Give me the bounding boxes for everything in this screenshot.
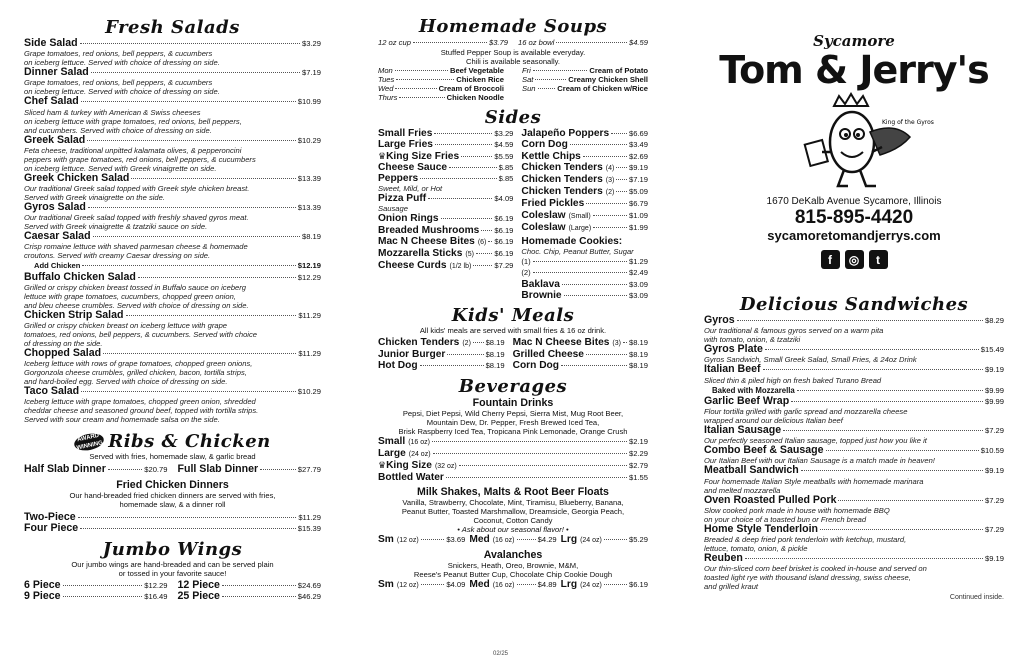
menu-item-25-piece: 25 Piece $46.29	[177, 590, 321, 603]
brand-block	[704, 32, 1004, 90]
item-description: on iceberg lettuce. Served with choice of dressing on side.	[24, 87, 220, 97]
continued-note: Continued inside.	[949, 594, 1004, 602]
right-column	[704, 0, 1004, 663]
fried-desc-1: Our hand-breaded fried chicken dinners are served with fries,	[69, 490, 276, 500]
menu-item: Side Salad $3.29	[24, 37, 321, 49]
menu-item: Mac N Cheese Bites (3) $8.19	[512, 337, 648, 349]
menu-item: Mozzarella Sticks (5) $6.19	[378, 248, 514, 260]
avalanches-heading: Avalanches	[483, 548, 543, 561]
menu-item: Sm (12 oz) $3.69	[378, 534, 466, 546]
menu-item: Cheese Curds (1/2 lb) $7.29	[378, 260, 514, 272]
shake-sizes	[378, 534, 648, 546]
beverages-heading: Beverages	[458, 375, 568, 397]
menu-item: Caesar Salad $8.19	[24, 230, 321, 243]
menu-item: Chef Salad $10.99	[24, 95, 321, 108]
item-description: Gyros Sandwich, Small Greek Salad, Small Fries, & 24oz Drink	[704, 355, 917, 365]
ribs-heading-row	[24, 432, 321, 452]
item-description: Sausage	[378, 204, 408, 214]
menu-item: Large Fries $4.59	[378, 139, 514, 151]
item-description: on iceberg lettuce. Served with choice of dressing on side.	[24, 58, 220, 68]
menu-item: Buffalo Chicken Salad $12.29	[24, 270, 321, 283]
menu-item: Taco Salad $10.29	[24, 385, 321, 398]
menu-item: Med (16 oz) $4.89	[469, 578, 557, 590]
item-description: Our Italian Beef with our Italian Sausage is a match made in heaven!	[704, 456, 935, 466]
soup-line-2: Chili is available seasonally.	[466, 57, 560, 67]
award-badge: AWARD WINNING	[73, 431, 106, 453]
item-description: Breaded & deep fried pork tenderloin with ketchup, mustard,	[704, 535, 907, 545]
item-description: cheddar cheese and seasoned ground beef, topped with tortilla strips.	[24, 406, 259, 416]
menu-item: Chicken Tenders (2) $5.09	[521, 186, 648, 198]
item-description: Grape tomatoes, red onions, bell peppers, & cucumbers	[24, 78, 213, 88]
item-description: peppers with grape tomatoes, red onions, bell peppers, & cucumbers	[24, 154, 256, 164]
item-description: Sweet, Mild, or Hot	[378, 184, 443, 194]
avalanche-flavors-2: Reese's Peanut Butter Cup, Chocolate Chip Cookie Dough	[413, 569, 613, 579]
menu-item: Pizza Puff $4.09	[378, 193, 514, 205]
soup-day-row: Wed Cream of Broccoli Sun Cream of Chicken w/Rice	[378, 84, 648, 94]
ribs-desc: Served with fries, homemade slaw, & garlic bread	[89, 452, 256, 462]
menu-item: Gyros Plate $15.49	[704, 343, 1004, 356]
menu-item: Oven Roasted Pulled Pork $7.29	[704, 493, 1004, 506]
item-description: and bleu cheese crumbles. Served with choice of dressing on side.	[24, 300, 249, 310]
item-description: Our traditional Greek salad topped with Greek style chicken breast.	[24, 184, 250, 194]
item-description: on your choice of a toasted bun or French bread	[704, 514, 867, 524]
soup-days	[378, 66, 648, 102]
item-description: Gorgonzola cheese crumbles, grilled chicken, bacon, tortilla strips,	[24, 368, 247, 378]
menu-item: ♛ King Size (32 oz) $2.79	[378, 460, 648, 472]
menu-item: Dinner Salad $7.19	[24, 66, 321, 79]
fried-desc-2: homemade slaw, & a dinner roll	[119, 499, 226, 509]
menu-item-full-slab: Full Slab Dinner $27.79	[177, 463, 321, 476]
soup-sizes	[378, 37, 648, 48]
mascot-tag: King of the Gyros	[882, 119, 934, 126]
logo-top: Sycamore	[813, 32, 895, 50]
fountain-flavors-3: Brisk Raspberry Iced Tea, Tropicana Pink Lemonade, Orange Crush	[398, 426, 628, 436]
phone-number[interactable]: 815-895-4420	[794, 207, 914, 228]
menu-item: Reuben $9.19	[704, 552, 1004, 565]
soup-bowl: 16 oz bowl $4.59	[518, 38, 648, 47]
menu-item: Grilled Cheese $8.19	[512, 349, 648, 361]
sides-heading: Sides	[484, 107, 542, 129]
sides-right	[521, 128, 648, 301]
item-description: Grilled or crispy chicken breast on iceberg lettuce with grape	[24, 321, 228, 331]
item-description: toasted light rye with thousand island dressing, swiss cheese,	[704, 573, 911, 583]
menu-item: ♛ King Size Fries $5.59	[378, 150, 514, 162]
wings-heading: Jumbo Wings	[102, 539, 243, 561]
menu-item: Hot Dog $8.19	[378, 360, 505, 372]
menu-item: Small (16 oz) $2.19	[378, 435, 648, 447]
menu-item: Baked with Mozzarella $9.99	[712, 385, 1004, 395]
item-description: Feta cheese, traditional unpitted kalamata olives, & pepperoncini	[24, 145, 242, 155]
item-description: lettuce with grape tomatoes, cucumbers, chopped green onion,	[24, 291, 236, 301]
menu-item: Garlic Beef Wrap $9.99	[704, 394, 1004, 407]
item-description: on iceberg lettuce with grape tomatoes, red onions, bell peppers,	[24, 116, 242, 126]
salads-heading: Fresh Salads	[105, 17, 240, 38]
menu-item: Coleslaw (Small) $1.09	[521, 209, 648, 221]
item-description: and grilled kraut	[704, 582, 759, 592]
item-description: lettuce, tomato, onion, & pickle	[704, 544, 808, 554]
menu-item: Chicken Tenders (2) $8.19	[378, 337, 505, 349]
item-description: Grape tomatoes, red onions, bell peppers, & cucumbers	[24, 49, 213, 59]
item-description: Sliced ham & turkey with American & Swiss cheeses	[24, 107, 201, 117]
twitter-icon[interactable]: t	[869, 250, 888, 269]
item-description: Served with Greek vinaigrette on the side.	[24, 193, 165, 203]
item-description: Our traditional & famous gyros served on a warm pita	[704, 326, 884, 336]
menu-item: Corn Dog $8.19	[512, 360, 648, 372]
menu-item-two-piece: Two-Piece $11.29	[24, 510, 321, 523]
menu-item: Meatball Sandwich $9.19	[704, 464, 1004, 477]
menu-item: Gyros Salad $13.39	[24, 201, 321, 214]
fountain-flavors-2: Mountain Dew, Dr. Pepper, Fresh Brewed Iced Tea,	[426, 417, 600, 427]
kids-grid	[378, 337, 648, 372]
menu-item: Junior Burger $8.19	[378, 349, 505, 361]
seasonal-note: • Ask about our seasonal flavor! •	[457, 525, 569, 535]
fountain-sizes	[378, 436, 648, 484]
item-description: and melted mozzarella	[704, 485, 781, 495]
menu-item-6-piece: 6 Piece $12.29	[24, 579, 168, 592]
sides-grid	[378, 128, 648, 301]
item-description: Crisp romaine lettuce with shaved parmesan cheese & homemade	[24, 242, 248, 252]
logo-name: Tom & Jerry's	[719, 48, 989, 92]
menu-item: Coleslaw (Large) $1.99	[521, 221, 648, 233]
menu-item-four-piece: Four Piece $15.39	[24, 521, 321, 534]
facebook-icon[interactable]: f	[821, 250, 840, 269]
item-description: Four homemade Italian Style meatballs with homemade marinara	[704, 476, 924, 486]
menu-item: Small Fries $3.29	[378, 128, 514, 140]
menu-item: Sm (12 oz) $4.09	[378, 578, 466, 590]
menu-item: Corn Dog $3.49	[521, 139, 648, 151]
instagram-icon[interactable]: ◎	[845, 250, 864, 269]
menu-item: Chicken Tenders (3) $7.19	[521, 174, 648, 186]
soup-day-row: Thurs Chicken Noodle	[378, 93, 504, 103]
wings-desc-1: Our jumbo wings are hand-breaded and can be served plain	[71, 560, 274, 570]
social-icons	[704, 250, 1004, 269]
shakes-heading: Milk Shakes, Malts & Root Beer Floats	[417, 486, 609, 499]
soup-day-row: Tues Chicken Rice Sat Creamy Chicken Shell	[378, 75, 648, 85]
wings-desc-2: or tossed in your favorite sauce!	[118, 569, 227, 579]
menu-item: Med (16 oz) $4.29	[469, 534, 557, 546]
sandwiches-list	[704, 315, 1004, 591]
ribs-heading: Ribs & Chicken	[108, 431, 271, 453]
menu-item: Italian Beef $9.19	[704, 363, 1004, 376]
shake-flavors-1: Vanilla, Strawberry, Chocolate, Mint, Tiramisu, Blueberry, Banana,	[402, 498, 624, 508]
left-column	[24, 0, 321, 663]
menu-item-baklava: Baklava $3.09	[521, 278, 648, 290]
shake-flavors-2: Peanut Butter, Toasted Marshmallow, Dreamsicle, Georgia Peach,	[401, 507, 625, 517]
item-description: croutons. Served with creamy Caesar dressing on side.	[24, 251, 211, 261]
menu-item: Bottled Water $1.55	[378, 472, 648, 484]
item-description: Our perfectly seasoned Italian sausage, topped just how you like it	[704, 436, 927, 446]
menu-date: 02/25	[493, 651, 509, 657]
menu-item: Greek Chicken Salad $13.39	[24, 171, 321, 184]
kids-desc: All kids' meals are served with small fries & 16 oz drink.	[419, 326, 607, 336]
menu-item: Home Style Tenderloin $7.29	[704, 522, 1004, 535]
cookie-2: (2) $2.49	[521, 268, 648, 278]
fountain-flavors-1: Pepsi, Diet Pepsi, Wild Cherry Pepsi, Sierra Mist, Mug Root Beer,	[402, 408, 624, 418]
menu-item: Chopped Salad $11.29	[24, 347, 321, 360]
shake-flavors-3: Coconut, Cotton Candy	[473, 516, 553, 526]
menu-item: Greek Salad $10.29	[24, 133, 321, 146]
item-description: Grilled or crispy chicken breast tossed in Buffalo sauce on iceberg	[24, 282, 247, 292]
menu-item-half-slab: Half Slab Dinner $20.79	[24, 463, 168, 476]
item-description: on iceberg lettuce. Served with Greek vinaigrette on side.	[24, 163, 217, 173]
wings-row-1	[24, 580, 321, 591]
avalanche-sizes	[378, 579, 648, 591]
cookies-heading: Homemade Cookies:	[521, 236, 623, 248]
website-link[interactable]: sycamoretomandjerrys.com	[767, 228, 941, 243]
menu-item: Mac N Cheese Bites (6) $6.19	[378, 235, 514, 247]
menu-item: Kettle Chips $2.69	[521, 150, 648, 162]
menu-item: Peppers $.85	[378, 173, 514, 185]
item-description: Our thin-sliced corn beef brisket is cooked in-house and served on	[704, 564, 927, 574]
item-description: with tomato, onion, & tzatziki	[704, 335, 801, 345]
soup-day-row: Mon Beef Vegetable Fri Cream of Potato	[378, 66, 648, 76]
menu-item: Lrg (24 oz) $5.29	[560, 534, 648, 546]
fountain-heading: Fountain Drinks	[472, 396, 554, 409]
menu-item: Chicken Strip Salad $11.29	[24, 308, 321, 321]
wings-row-2	[24, 591, 321, 602]
sandwiches-heading: Delicious Sandwiches	[739, 294, 969, 315]
item-description: Flour tortilla grilled with garlic spread and mozzarella cheese	[704, 407, 908, 417]
mascot-icon	[704, 92, 1004, 192]
cookies-desc: Choc. Chip, Peanut Butter, Sugar	[521, 247, 634, 257]
menu-item-12-piece: 12 Piece $24.69	[177, 579, 321, 592]
item-description: and hard-boiled egg. Served with choice of dressing on side.	[24, 377, 228, 387]
item-description: tomatoes, red onions, bell peppers, & cucumbers. Served with choice	[24, 330, 257, 340]
item-description: and cucumbers. Served with choice of dressing on side.	[24, 125, 212, 135]
item-description: wrapped around our delicious Italian beef	[704, 416, 843, 426]
menu-item: Large (24 oz) $2.29	[378, 447, 648, 459]
soups-heading: Homemade Soups	[418, 16, 608, 37]
item-description: of dressing on the side.	[24, 339, 103, 349]
menu-item: Lrg (24 oz) $6.19	[560, 578, 648, 590]
item-description: Slow cooked pork made in house with homemade BBQ	[704, 505, 890, 515]
menu-item: Jalapeño Poppers $6.69	[521, 128, 648, 140]
avalanche-flavors-1: Snickers, Heath, Oreo, Brownie, M&M,	[447, 560, 579, 570]
ribs-row	[24, 464, 321, 475]
menu-item: Italian Sausage $7.29	[704, 424, 1004, 437]
menu-item: Breaded Mushrooms $6.19	[378, 224, 514, 236]
menu-item: Cheese Sauce $.85	[378, 161, 514, 173]
salads-list	[24, 38, 321, 424]
menu-item: Onion Rings $6.19	[378, 213, 514, 225]
menu-item: Gyros $8.29	[704, 314, 1004, 326]
soup-line-1: Stuffed Pepper Soup is available everyday.	[440, 48, 586, 58]
menu-item: Chicken Tenders (4) $9.19	[521, 161, 648, 173]
item-description: Our traditional Greek salad topped with freshly shaved gyros meat.	[24, 213, 249, 223]
menu-item: Add Chicken $12.19	[34, 261, 321, 271]
sides-left	[378, 128, 513, 301]
address: 1670 DeKalb Avenue Sycamore, Illinois	[766, 196, 942, 207]
item-description: Served with Greek vinaigrette & tzatziki sauce on side.	[24, 222, 208, 232]
menu-item-9-piece: 9 Piece $16.49	[24, 590, 168, 603]
fried-chicken-heading: Fried Chicken Dinners	[116, 478, 229, 491]
item-description: Iceberg lettuce with grape tomatoes, chopped green onion, shredded	[24, 397, 256, 407]
soup-cup: 12 oz cup $3.79	[378, 38, 508, 47]
menu-item: Fried Pickles $6.79	[521, 198, 648, 210]
crown-icon: ♛	[378, 150, 387, 161]
cookie-1: (1) $1.29	[521, 257, 648, 267]
middle-column	[378, 0, 648, 663]
menu-item-brownie: Brownie $3.09	[521, 289, 648, 301]
item-description: Served with sour cream and homemade salsa on the side.	[24, 415, 220, 425]
item-description: Iceberg lettuce with rows of grape tomatoes, chopped green onions,	[24, 359, 253, 369]
item-description: Sliced thin & piled high on fresh baked Turano Bread	[704, 375, 882, 385]
crown-icon: ♛	[378, 460, 387, 471]
kids-heading: Kids' Meals	[451, 305, 575, 327]
menu-item: Combo Beef & Sausage $10.59	[704, 444, 1004, 457]
